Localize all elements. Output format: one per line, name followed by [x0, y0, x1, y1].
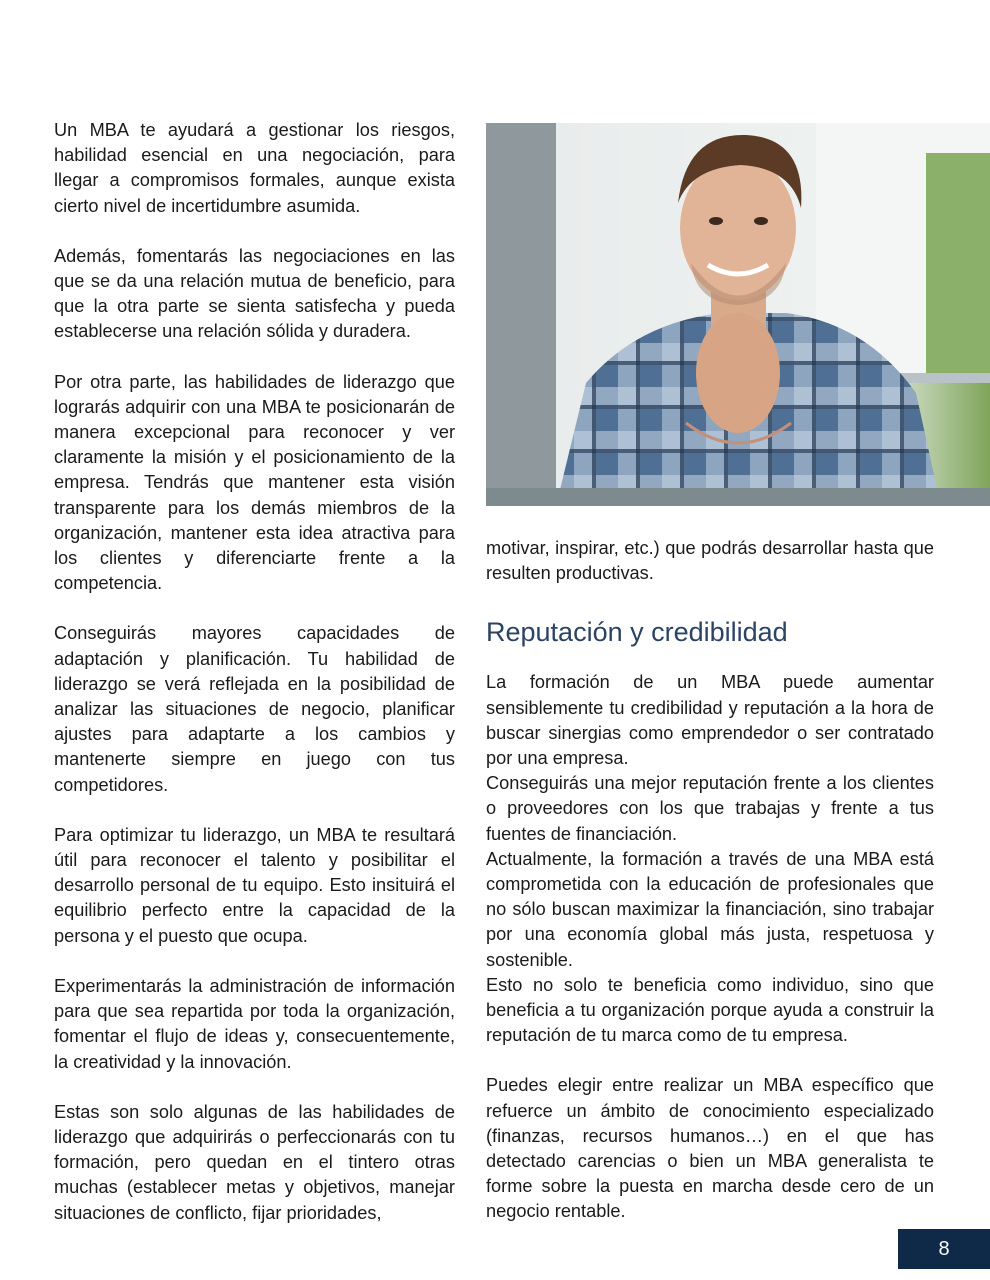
man-illustration	[486, 123, 990, 506]
paragraph-leadership: Por otra parte, las habilidades de liderazgo que lograrás adquirir con una MBA te posicionarán de manera excepcional para reconocer y ver claramente la misión y el posicionamiento de la empresa. Tendrás que mantener esta visión transparente para los demás miembros de la organización, mantener esta idea atractiva para los clientes y diferenciarte frente a la competencia.	[54, 371, 455, 594]
paragraph-talent: Para optimizar tu liderazgo, un MBA te resultará útil para reconocer el talento y posibilitar el desarrollo personal de tu equipo. Esto insituirá el equilibrio perfecto entre la capacidad de la persona y el puesto que ocupa.	[54, 824, 455, 946]
left-column	[54, 118, 455, 1226]
paragraph-organization: Esto no solo te beneficia como individuo, sino que beneficia a tu organización porque ayuda a construir la reputación de tu marca como de tu empresa.	[486, 974, 934, 1046]
page-number: 8	[898, 1229, 990, 1269]
paragraph-continuation: motivar, inspirar, etc.) que podrás desarrollar hasta que resulten productivas.	[486, 538, 934, 584]
paragraph-information: Experimentarás la administración de información para que sea repartida por toda la organización, fomentar el flujo de ideas y, consecuentemente, la creatividad y la innovación.	[54, 975, 455, 1072]
paragraph-credibility: La formación de un MBA puede aumentar sensiblemente tu credibilidad y reputación a la hora de buscar sinergias como emprendedor o ser contratado por una empresa.	[486, 672, 934, 769]
paragraph-mba-choice: Puedes elegir entre realizar un MBA específico que refuerce un ámbito de conocimiento especializado (finanzas, recursos humanos…) en el que has detectado carencias o bien un MBA generalista te forme sobre la puesta en marcha desde cero de un negocio rentable.	[486, 1075, 934, 1222]
paragraph-education: Actualmente, la formación a través de una MBA está comprometida con la educación de profesionales que no sólo buscan maximizar la financiación, sino trabajar por una economía global más justa, respetuosa y sostenible.	[486, 848, 934, 970]
paragraph-risk-management: Un MBA te ayudará a gestionar los riesgos, habilidad esencial en una negociación, para llegar a compromisos formales, aunque exista cierto nivel de incertidumbre asumida.	[54, 120, 455, 216]
right-column	[486, 536, 934, 1225]
paragraph-other-skills: Estas son solo algunas de las habilidades de liderazgo que adquirirás o perfeccionarás con tu formación, pero quedan en el tintero otras muchas (establecer metas y objetivos, manejar situaciones de conflicto, fijar prioridades,	[54, 1101, 455, 1223]
section-heading: Reputación y credibilidad	[486, 617, 788, 648]
paragraph-adaptation: Conseguirás mayores capacidades de adaptación y planificación. Tu habilidad de liderazgo se verá reflejada en la posibilidad de analizar las situaciones de negocio, planificar ajustes para adaptarte a los cambios y mantenerte siempre en juego con tus competidores.	[54, 623, 455, 795]
smiling-man-photo	[486, 123, 990, 506]
paragraph-reputation: Conseguirás una mejor reputación frente a los clientes o proveedores con los que trabajas y frente a tus fuentes de financiación.	[486, 773, 934, 844]
paragraph-negotiation: Además, fomentarás las negociaciones en las que se da una relación mutua de beneficio, para que la otra parte se sienta satisfecha y pueda establecerse una relación sólida y duradera.	[54, 245, 455, 342]
